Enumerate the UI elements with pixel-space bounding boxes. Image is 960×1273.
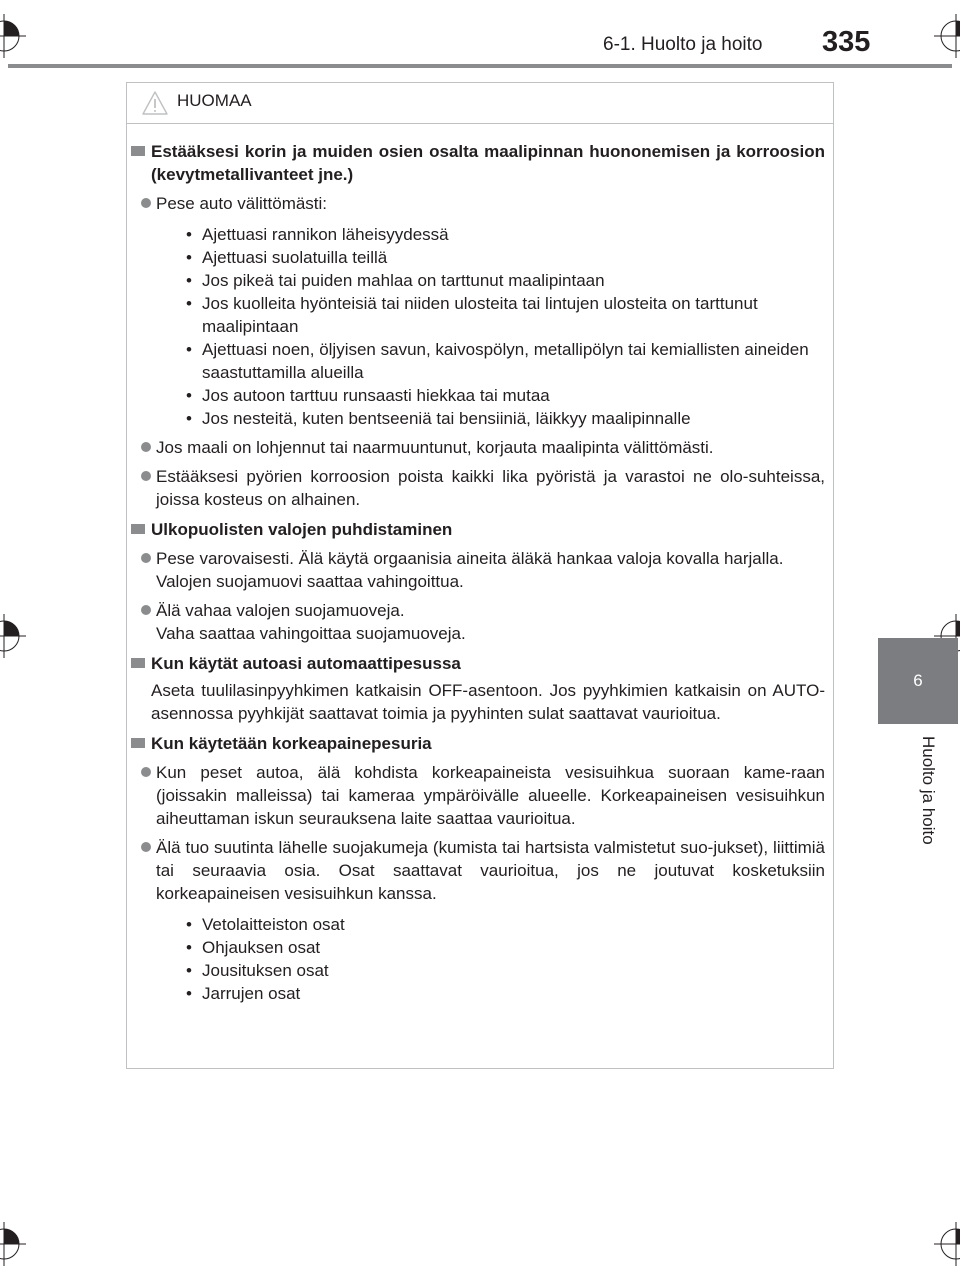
section-heading: Kun käytät autoasi automaattipesussa [131,652,825,675]
section-heading: Kun käytetään korkeapainepesuria [131,732,825,755]
square-bullet-icon [131,738,145,748]
chapter-number: 6 [913,671,923,690]
notice-box [126,82,834,1069]
sub-bullet-list [186,223,825,430]
sub-bullet-item: • Jos nesteitä, kuten bentseeniä tai bensiiniä, läikkyy maalipinnalle [186,409,691,428]
dot-bullet-icon [141,605,151,615]
sub-bullet-item: • Vetolaitteiston osat [186,915,345,934]
section-heading: Estääksesi korin ja muiden osien osalta maalipinnan huononemisen ja korroosion (kevytmetallivanteet jne.) [131,140,825,186]
notice-title: HUOMAA [177,91,252,110]
list-item [141,192,825,430]
dot-bullet-icon [141,471,151,481]
sub-bullet-item: • Jos kuolleita hyönteisiä tai niiden ulosteita tai lintujen ulosteita on tarttunut maalipintaan [186,294,758,336]
chapter-title-vertical: Huolto ja hoito [919,736,938,845]
list-item-note: Valojen suojamuovi saattaa vahingoittua. [156,572,464,591]
sub-bullet-item: • Jarrujen osat [186,984,301,1003]
list-item-text: Älä tuo suutinta lähelle suojakumeja (kumista tai hartsista valmistetut suo-jukset), liittimiä tai seuraavia osia. Osat saattavat vaurioitua, jos ne joutuvat kosketuksiin korkeapaineisen vesisuihkun kanssa. [156,838,825,903]
warning-triangle-icon [141,90,169,116]
sub-bullet-item: • Ajettuasi rannikon läheisyydessä [186,225,449,244]
page-number: 335 [822,26,871,58]
notice-header [127,83,833,124]
list-item-text: Jos maali on lohjennut tai naarmuuntunut, korjauta maalipinta välittömästi. [156,438,714,457]
list-item-text: Pese auto välittömästi: [156,194,328,213]
dot-bullet-icon [141,198,151,208]
chapter-tab [878,638,958,724]
sub-bullet-list [186,913,825,1005]
list-item-text: Kun peset autoa, älä kohdista korkeapaineista vesisuihkua suoraan kame-raan (joissakin malleissa) tai kameraa ympäröivälle alueelle. Korkeapaineisen vesisuihkun aiheuttaman iskun seurauksena laite saattaa vaurioitua. [156,763,825,828]
sub-bullet-item: • Ajettuasi suolatuilla teillä [186,248,388,267]
list-item [141,599,825,645]
header-rule [8,64,952,68]
sub-bullet-item: • Ohjauksen osat [186,938,321,957]
header-section-title: 6-1. Huolto ja hoito [603,34,763,55]
crop-mark-bottom-left-icon [0,1222,26,1266]
square-bullet-icon [131,658,145,668]
dot-bullet-icon [141,767,151,777]
list-item [141,547,825,593]
list-item [141,761,825,830]
square-bullet-icon [131,146,145,156]
sub-bullet-item: • Ajettuasi noen, öljyisen savun, kaivospölyn, metallipölyn tai kemiallisten aineiden saastuttamilla alueilla [186,340,809,382]
sub-bullet-item: • Jos pikeä tai puiden mahlaa on tarttunut maalipintaan [186,271,605,290]
list-item-note: Vaha saattaa vahingoittaa suojamuoveja. [156,624,466,643]
list-item [141,436,825,459]
list-item [141,836,825,1005]
dot-bullet-icon [141,553,151,563]
notice-body [127,124,833,1005]
sub-bullet-item: • Jos autoon tarttuu runsaasti hiekkaa tai mutaa [186,386,550,405]
section-heading: Ulkopuolisten valojen puhdistaminen [131,518,825,541]
list-item-text: Pese varovaisesti. Älä käytä orgaanisia aineita äläkä hankaa valoja kovalla harjalla. [156,549,784,568]
crop-mark-bottom-right-icon [934,1222,960,1266]
paragraph: Aseta tuulilasinpyyhkimen katkaisin OFF-asentoon. Jos pyyhkimien katkaisin on AUTO-asennossa pyyhkijät saattavat toimia ja pyyhinten sulat saattavat vaurioitua. [151,681,825,723]
dot-bullet-icon [141,442,151,452]
crop-mark-mid-left-icon [0,614,26,658]
list-item [141,465,825,511]
crop-mark-top-right-icon [934,14,960,58]
dot-bullet-icon [141,842,151,852]
list-item-text: Estääksesi pyörien korroosion poista kaikki lika pyöristä ja varastoi ne olo-suhteissa, joissa kosteus on alhainen. [156,467,825,509]
sub-bullet-item: • Jousituksen osat [186,961,329,980]
square-bullet-icon [131,524,145,534]
crop-mark-top-left-icon [0,14,26,58]
list-item-text: Älä vahaa valojen suojamuoveja. [156,601,405,620]
